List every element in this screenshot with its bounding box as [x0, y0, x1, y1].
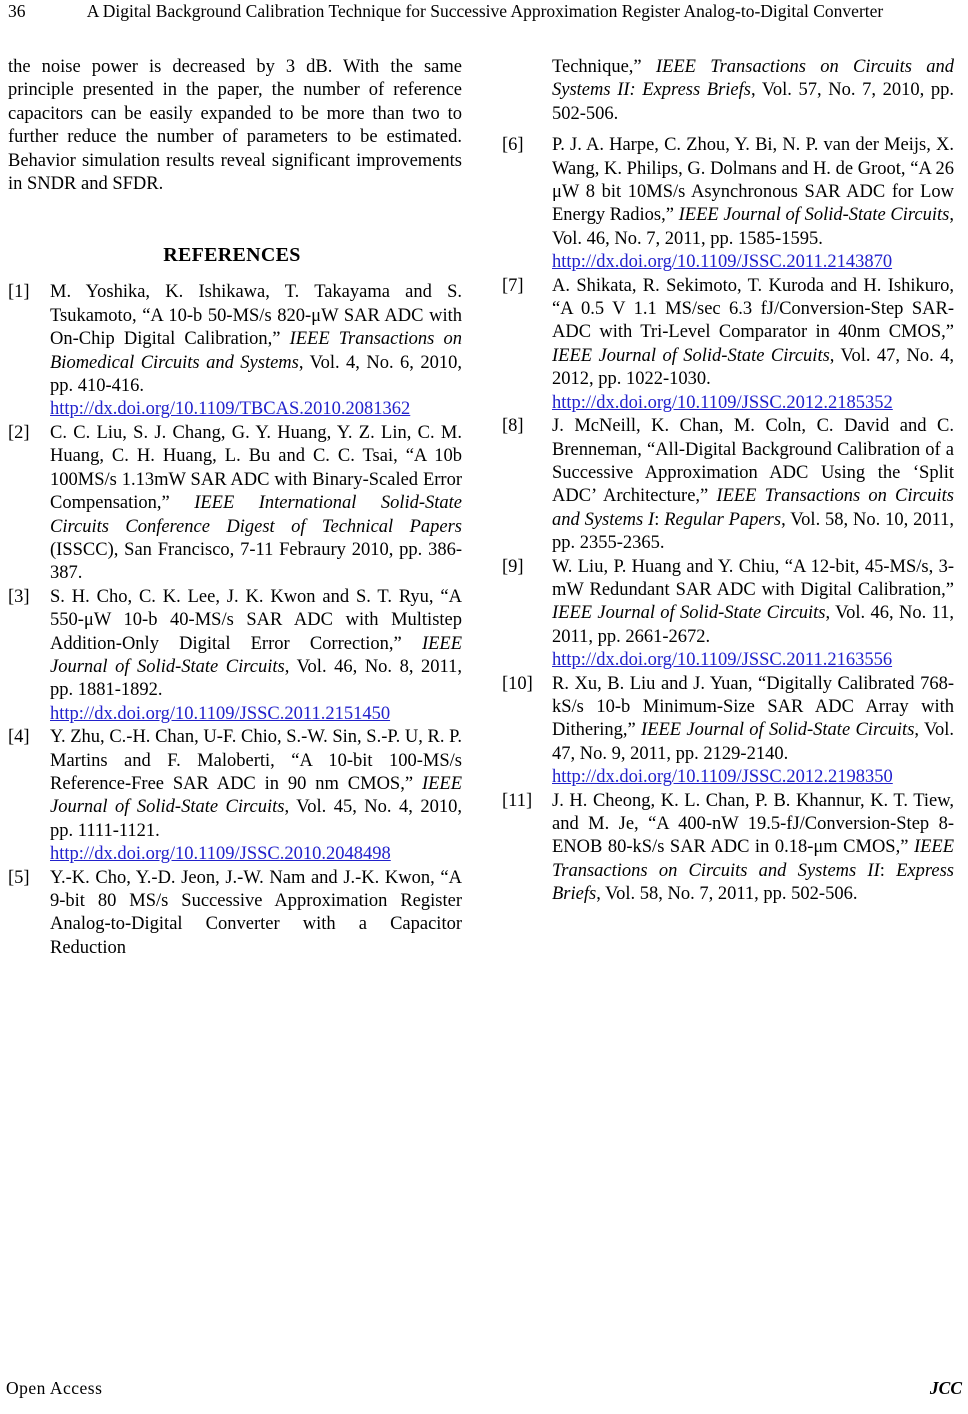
reference-authors: Y.-K. Cho, Y.-D. Jeon, J.-W. Nam and J.-K. Kwon, [50, 867, 441, 888]
reference-journal: IEEE Journal of Solid-State Circuits [50, 773, 462, 818]
open-access-label: Open Access [6, 1377, 103, 1398]
reference-title: “All-Digital Background Calibration of a Successive Approximation ADC Using the ‘Split ADC’ Architecture,” [552, 439, 954, 507]
reference-item [502, 556, 954, 673]
reference-authors: C. C. Liu, S. J. Chang, G. Y. Huang, Y. Z. Lin, C. M. Huang, C. H. Huang, L. Bu and C. C. Tsai, [50, 422, 462, 467]
reference-title: “A 400-nW 19.5-fJ/Conversion-Step 8-ENOB 80-kS/s SAR ADC in 0.18-μm CMOS,” [552, 814, 954, 858]
reference-list-left [8, 281, 462, 960]
reference-number: [11] [502, 790, 533, 811]
reference-text [552, 673, 954, 790]
reference-text [50, 867, 462, 961]
doi-link[interactable]: http://dx.doi.org/10.1109/TBCAS.2010.2081362 [50, 399, 411, 420]
running-head-title: A Digital Background Calibration Technique for Successive Approximation Register Analog-to-Digital Converter [86, 1, 884, 21]
reference-item [8, 726, 462, 866]
reference-journal-tail: : Express Briefs [629, 80, 751, 101]
reference-journal-tail-italic: Express Briefs [552, 860, 955, 905]
reference-text [552, 415, 954, 555]
reference-journal: IEEE Journal of Solid-State Circuits [641, 720, 915, 741]
reference-journal: IEEE Journal of Solid-State Circuits [50, 633, 462, 677]
reference-details: , Vol. 58, No. 10, 2011, pp. 2355-2365. [552, 509, 955, 554]
closing-paragraph: the noise power is decreased by 3 dB. With the same principle presented in the paper, the number of reference capacitors can be easily expanded to be more than two to further reduce the number of parameters to be estimated. Behavior simulation results reveal significant improvements in SNDR and SFDR. [8, 57, 462, 195]
reference-number: [7] [502, 275, 524, 296]
reference-details: , Vol. 4, No. 6, 2010, pp. 410-416. [50, 352, 462, 397]
reference-title: “A 10-b 50-MS/s 820-μW SAR ADC with On-Chip Digital Calibration,” [50, 305, 462, 350]
reference-authors: P. J. A. Harpe, C. Zhou, Y. Bi, N. P. van der Meijs, X. Wang, K. Philips, G. Dolmans and H. de Groot, [552, 135, 954, 179]
journal-abbreviation: JCC [929, 1377, 962, 1398]
reference-item [8, 867, 462, 961]
reference-number: [8] [502, 416, 524, 437]
reference-text [50, 422, 462, 586]
reference-journal: IEEE Transactions on Biomedical Circuits and Systems [50, 329, 462, 373]
reference-journal-tail: : [654, 509, 665, 530]
reference-number: [9] [502, 556, 524, 577]
reference-title: “A 10b 100MS/s 1.13mW SAR ADC with Binary-Scaled Error Compensation,” [50, 446, 462, 514]
reference-authors: M. Yoshika, K. Ishikawa, T. Takayama and S. Tsukamoto, [50, 282, 462, 326]
reference-authors: J. McNeill, K. Chan, M. Coln, C. David and C. Brenneman, [552, 416, 954, 460]
reference-item [502, 275, 954, 415]
page-number: 36 [8, 1, 26, 21]
reference-details: , Vol. 47, No. 4, 2012, pp. 1022-1030. [552, 345, 954, 390]
doi-link[interactable]: http://dx.doi.org/10.1109/JSSC.2011.2143870 [552, 252, 893, 273]
reference-title: “A 12-bit, 45-MS/s, 3-mW Redundant SAR ADC with Digital Calibration,” [552, 556, 954, 600]
reference-details: , Vol. 45, No. 4, 2010, pp. 1111-1121. [50, 797, 462, 841]
doi-link[interactable]: http://dx.doi.org/10.1109/JSSC.2011.2151450 [50, 703, 391, 724]
reference-number: [4] [8, 727, 30, 748]
references-heading: REFERENCES [163, 244, 301, 267]
reference-item [502, 673, 954, 790]
reference-text [552, 556, 954, 673]
reference-journal: IEEE Transactions on Circuits and Systems II [552, 837, 954, 881]
reference-authors: Y. Zhu, C.-H. Chan, U-F. Chio, S.-W. Sin, S.-P. U, R. P. Martins and F. Maloberti, [50, 727, 462, 771]
reference-details: , Vol. 46, No. 7, 2011, pp. 1585-1595. [552, 205, 954, 249]
reference-journal: IEEE Journal of Solid-State Circuits [552, 603, 826, 624]
reference-number: [1] [8, 282, 30, 303]
reference-journal: IEEE Transactions on Circuits and Systems I [552, 486, 954, 530]
page-header [0, 0, 968, 34]
doi-link[interactable]: http://dx.doi.org/10.1109/JSSC.2010.2048498 [50, 844, 391, 865]
reference-text [552, 790, 954, 907]
reference-continuation: Technique,” IEEE Transactions on Circuits and Systems II: Express Briefs, Vol. 57, No. 7, 2010, pp. 502-506. [552, 57, 954, 124]
reference-number: [3] [8, 586, 30, 607]
reference-item [502, 134, 954, 274]
right-column [492, 56, 954, 960]
reference-journal-tail-italic: Regular Papers [664, 509, 782, 530]
reference-journal: IEEE Journal of Solid-State Circuits [678, 205, 950, 226]
reference-list-right [502, 134, 954, 906]
reference-details: , Vol. 58, No. 7, 2011, pp. 502-506. [596, 884, 858, 905]
doi-link[interactable]: http://dx.doi.org/10.1109/JSSC.2012.2185352 [552, 392, 893, 413]
reference-item [502, 415, 954, 555]
doi-link[interactable]: http://dx.doi.org/10.1109/JSSC.2011.2163556 [552, 650, 893, 671]
reference-item [8, 422, 462, 586]
reference-journal: IEEE Transactions on Circuits and Systems II [552, 57, 954, 101]
reference-text [50, 281, 462, 421]
reference-number: [10] [502, 673, 533, 694]
reference-item [8, 586, 462, 726]
reference-authors: J. H. Cheong, K. L. Chan, P. B. Khannur, K. T. Tiew, and M. Je, [552, 790, 954, 834]
reference-details: , Vol. 46, No. 11, 2011, pp. 2661-2672. [552, 603, 954, 647]
reference-details: , Vol. 46, No. 8, 2011, pp. 1881-1892. [50, 656, 462, 701]
reference-text [50, 586, 462, 726]
doi-link[interactable]: http://dx.doi.org/10.1109/JSSC.2012.2198350 [552, 767, 893, 788]
reference-title: “A 10-bit 100-MS/s Reference-Free SAR ADC in 90 nm CMOS,” [50, 750, 462, 794]
reference-authors: R. Xu, B. Liu and J. Yuan, [552, 673, 758, 694]
reference-item [8, 281, 462, 421]
reference-details: , Vol. 47, No. 9, 2011, pp. 2129-2140. [552, 720, 954, 764]
reference-item [502, 790, 954, 907]
reference-number: [2] [8, 422, 30, 443]
content-columns [0, 56, 968, 960]
reference-authors: W. Liu, P. Huang and Y. Chiu, [552, 556, 785, 577]
reference-authors: A. Shikata, R. Sekimoto, T. Kuroda and H. Ishikuro, [552, 275, 954, 296]
reference-title: “A 0.5 V 1.1 MS/sec 6.3 fJ/Conversion-Step SAR-ADC with Tri-Level Comparator in 40nm CMOS,” [552, 299, 954, 343]
reference-journal: IEEE International Solid-State Circuits Conference Digest of Technical Papers [50, 493, 462, 537]
left-column [0, 56, 462, 960]
reference-journal-tail: : [879, 860, 897, 881]
reference-title-partial: “A 9-bit 80 MS/s Successive Approximation Register Analog-to-Digital Converter with a Capacitor Reduction [50, 867, 462, 958]
reference-number: [6] [502, 135, 524, 156]
page-footer [0, 1376, 968, 1400]
reference-title: “A 550-μW 10-b 40-MS/s SAR ADC with Multistep Addition-Only Digital Error Correction,” [50, 586, 462, 654]
reference-text [552, 134, 954, 274]
reference-details: , Vol. 57, No. 7, 2010, pp. 502-506. [552, 80, 954, 124]
reference-journal: IEEE Journal of Solid-State Circuits [552, 345, 830, 366]
reference-journal-paren: (ISSCC) [50, 539, 114, 560]
reference-authors: S. H. Cho, C. K. Lee, J. K. Kwon and S. T. Ryu, [50, 586, 441, 607]
reference-text [50, 726, 462, 866]
reference-details: , San Francisco, 7-11 Febraury 2010, pp. 386-387. [50, 539, 462, 584]
reference-number: [5] [8, 867, 30, 888]
reference-title: “Digitally Calibrated 768-kS/s 10-b Minimum-Size SAR ADC Array with Dithering,” [552, 673, 954, 741]
reference-text [552, 275, 954, 415]
reference-title: “A 26 μW 8 bit 10MS/s Asynchronous SAR ADC for Low Energy Radios,” [552, 158, 954, 226]
